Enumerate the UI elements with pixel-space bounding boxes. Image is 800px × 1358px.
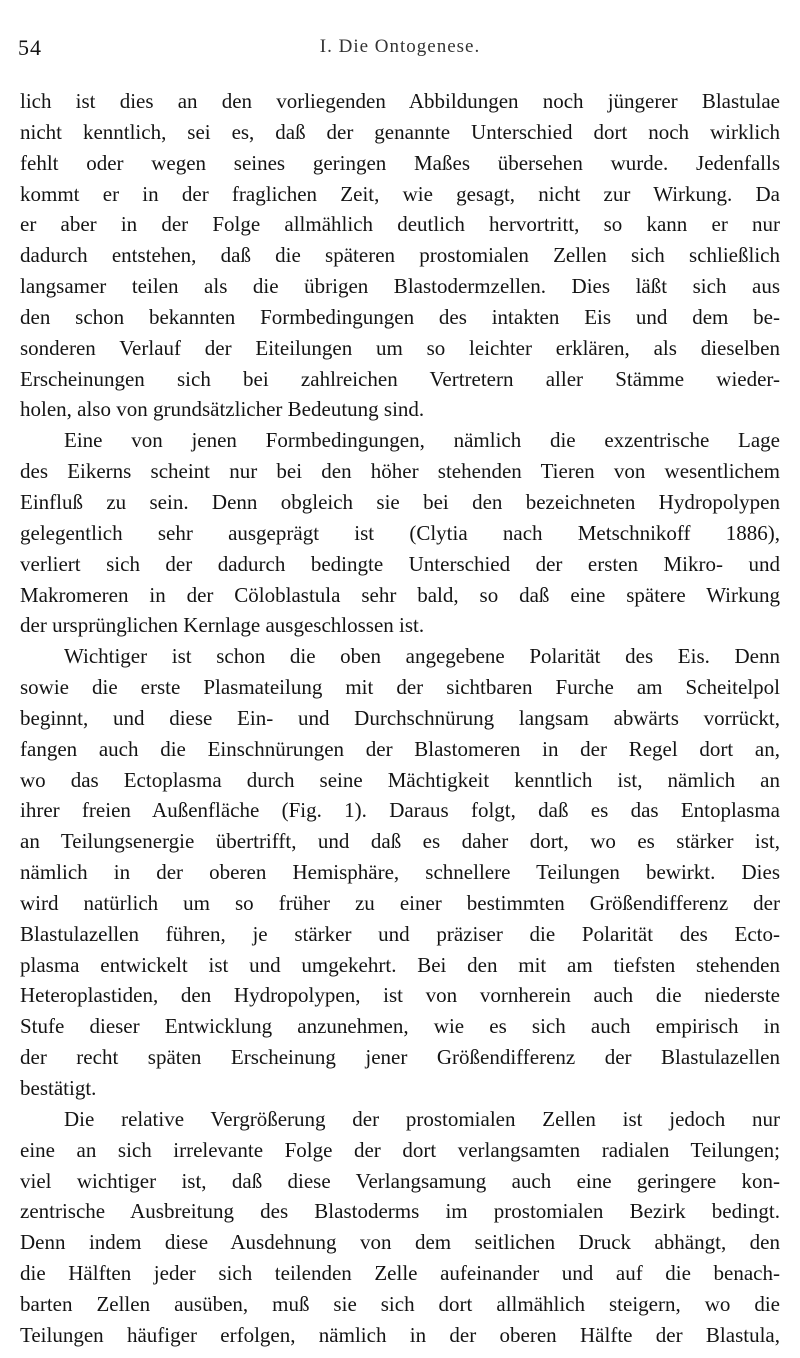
text-line: Stufe dieser Entwicklung anzunehmen, wie es sich auch empirisch in (20, 1014, 780, 1039)
text-line: wo das Ectoplasma durch seine Mächtigkeit kenntlich ist, nämlich an (20, 767, 780, 792)
text-line: bestätigt. (20, 1076, 97, 1100)
body-text (20, 86, 780, 1351)
text-line: zentrische Ausbreitung des Blastoderms im prostomialen Bezirk bedingt. (20, 1199, 780, 1224)
text-line: des Eikerns scheint nur bei den höher stehenden Tieren von wesentlichem (20, 459, 780, 484)
text-line: eine an sich irrelevante Folge der dort verlangsamten radialen Teilungen; (20, 1137, 780, 1162)
text-line: verliert sich der dadurch bedingte Unterschied der ersten Mikro- und (20, 551, 780, 576)
text-line: die Hälften jeder sich teilenden Zelle aufeinander und auf die benach- (20, 1261, 780, 1286)
text-line: er aber in der Folge allmählich deutlich hervortritt, so kann er nur (20, 212, 780, 237)
text-line: Erscheinungen sich bei zahlreichen Vertretern aller Stämme wieder- (20, 366, 780, 391)
text-line: nämlich in der oberen Hemisphäre, schnellere Teilungen bewirkt. Dies (20, 860, 780, 885)
running-head: I. Die Ontogenese. (319, 36, 481, 57)
text-line: der ursprünglichen Kernlage ausgeschlossen ist. (20, 613, 425, 638)
text-line: der recht späten Erscheinung jener Größendifferenz der Blastulazellen (20, 1045, 780, 1070)
text-line: sonderen Verlauf der Eiteilungen um so leichter erklären, als dieselben (20, 335, 780, 360)
text-line: gelegentlich sehr ausgeprägt ist (Clytia nach Metschnikoff 1886), (20, 520, 780, 545)
text-line: Wichtiger ist schon die oben angegebene Polarität des Eis. Denn (64, 644, 780, 669)
text-line: sowie die erste Plasmateilung mit der sichtbaren Furche am Scheitelpol (20, 675, 780, 700)
text-line: Heteroplastiden, den Hydropolypen, ist von vornherein auch die niederste (20, 983, 780, 1008)
text-line: nicht kenntlich, sei es, daß der genannte Unterschied dort noch wirklich (20, 119, 780, 144)
text-line: langsamer teilen als die übrigen Blastodermzellen. Dies läßt sich aus (20, 274, 780, 299)
text-line: Makromeren in der Cöloblastula sehr bald, so daß eine spätere Wirkung (20, 582, 780, 607)
text-line: Denn indem diese Ausdehnung von dem seitlichen Druck abhängt, den (20, 1230, 780, 1255)
text-line: Einfluß zu sein. Denn obgleich sie bei den bezeichneten Hydropolypen (20, 489, 780, 514)
text-line: kommt er in der fraglichen Zeit, wie gesagt, nicht zur Wirkung. Da (20, 181, 780, 206)
page-number: 54 (18, 35, 42, 60)
text-line: barten Zellen ausüben, muß sie sich dort allmählich steigern, wo die (20, 1291, 780, 1316)
text-line: plasma entwickelt ist und umgekehrt. Bei den mit am tiefsten stehenden (20, 952, 780, 977)
text-line: viel wichtiger ist, daß diese Verlangsamung auch eine geringere kon- (20, 1168, 780, 1193)
text-line: den schon bekannten Formbedingungen des intakten Eis und dem be- (20, 304, 780, 329)
text-line: wird natürlich um so früher zu einer bestimmten Größendifferenz der (20, 890, 780, 915)
text-line: beginnt, und diese Ein- und Durchschnürung langsam abwärts vorrückt, (20, 705, 780, 730)
text-line: fehlt oder wegen seines geringen Maßes übersehen wurde. Jedenfalls (20, 150, 780, 175)
text-line: lich ist dies an den vorliegenden Abbildungen noch jüngerer Blastulae (20, 89, 780, 113)
text-line: Teilungen häufiger erfolgen, nämlich in der oberen Hälfte der Blastula, (20, 1322, 780, 1347)
text-line: ihrer freien Außenfläche (Fig. 1). Daraus folgt, daß es das Entoplasma (20, 798, 780, 823)
text-line: Die relative Vergrößerung der prostomialen Zellen ist jedoch nur (64, 1106, 780, 1131)
text-line: Eine von jenen Formbedingungen, nämlich die exzentrische Lage (64, 428, 780, 453)
text-line: an Teilungsenergie übertrifft, und daß es daher dort, wo es stärker ist, (20, 829, 780, 854)
text-line: Blastulazellen führen, je stärker und präziser die Polarität des Ecto- (20, 921, 780, 946)
text-line: fangen auch die Einschnürungen der Blastomeren in der Regel dort an, (20, 736, 780, 761)
text-line: holen, also von grundsätzlicher Bedeutung sind. (20, 397, 425, 422)
text-line: dadurch entstehen, daß die späteren prostomialen Zellen sich schließlich (20, 243, 780, 268)
